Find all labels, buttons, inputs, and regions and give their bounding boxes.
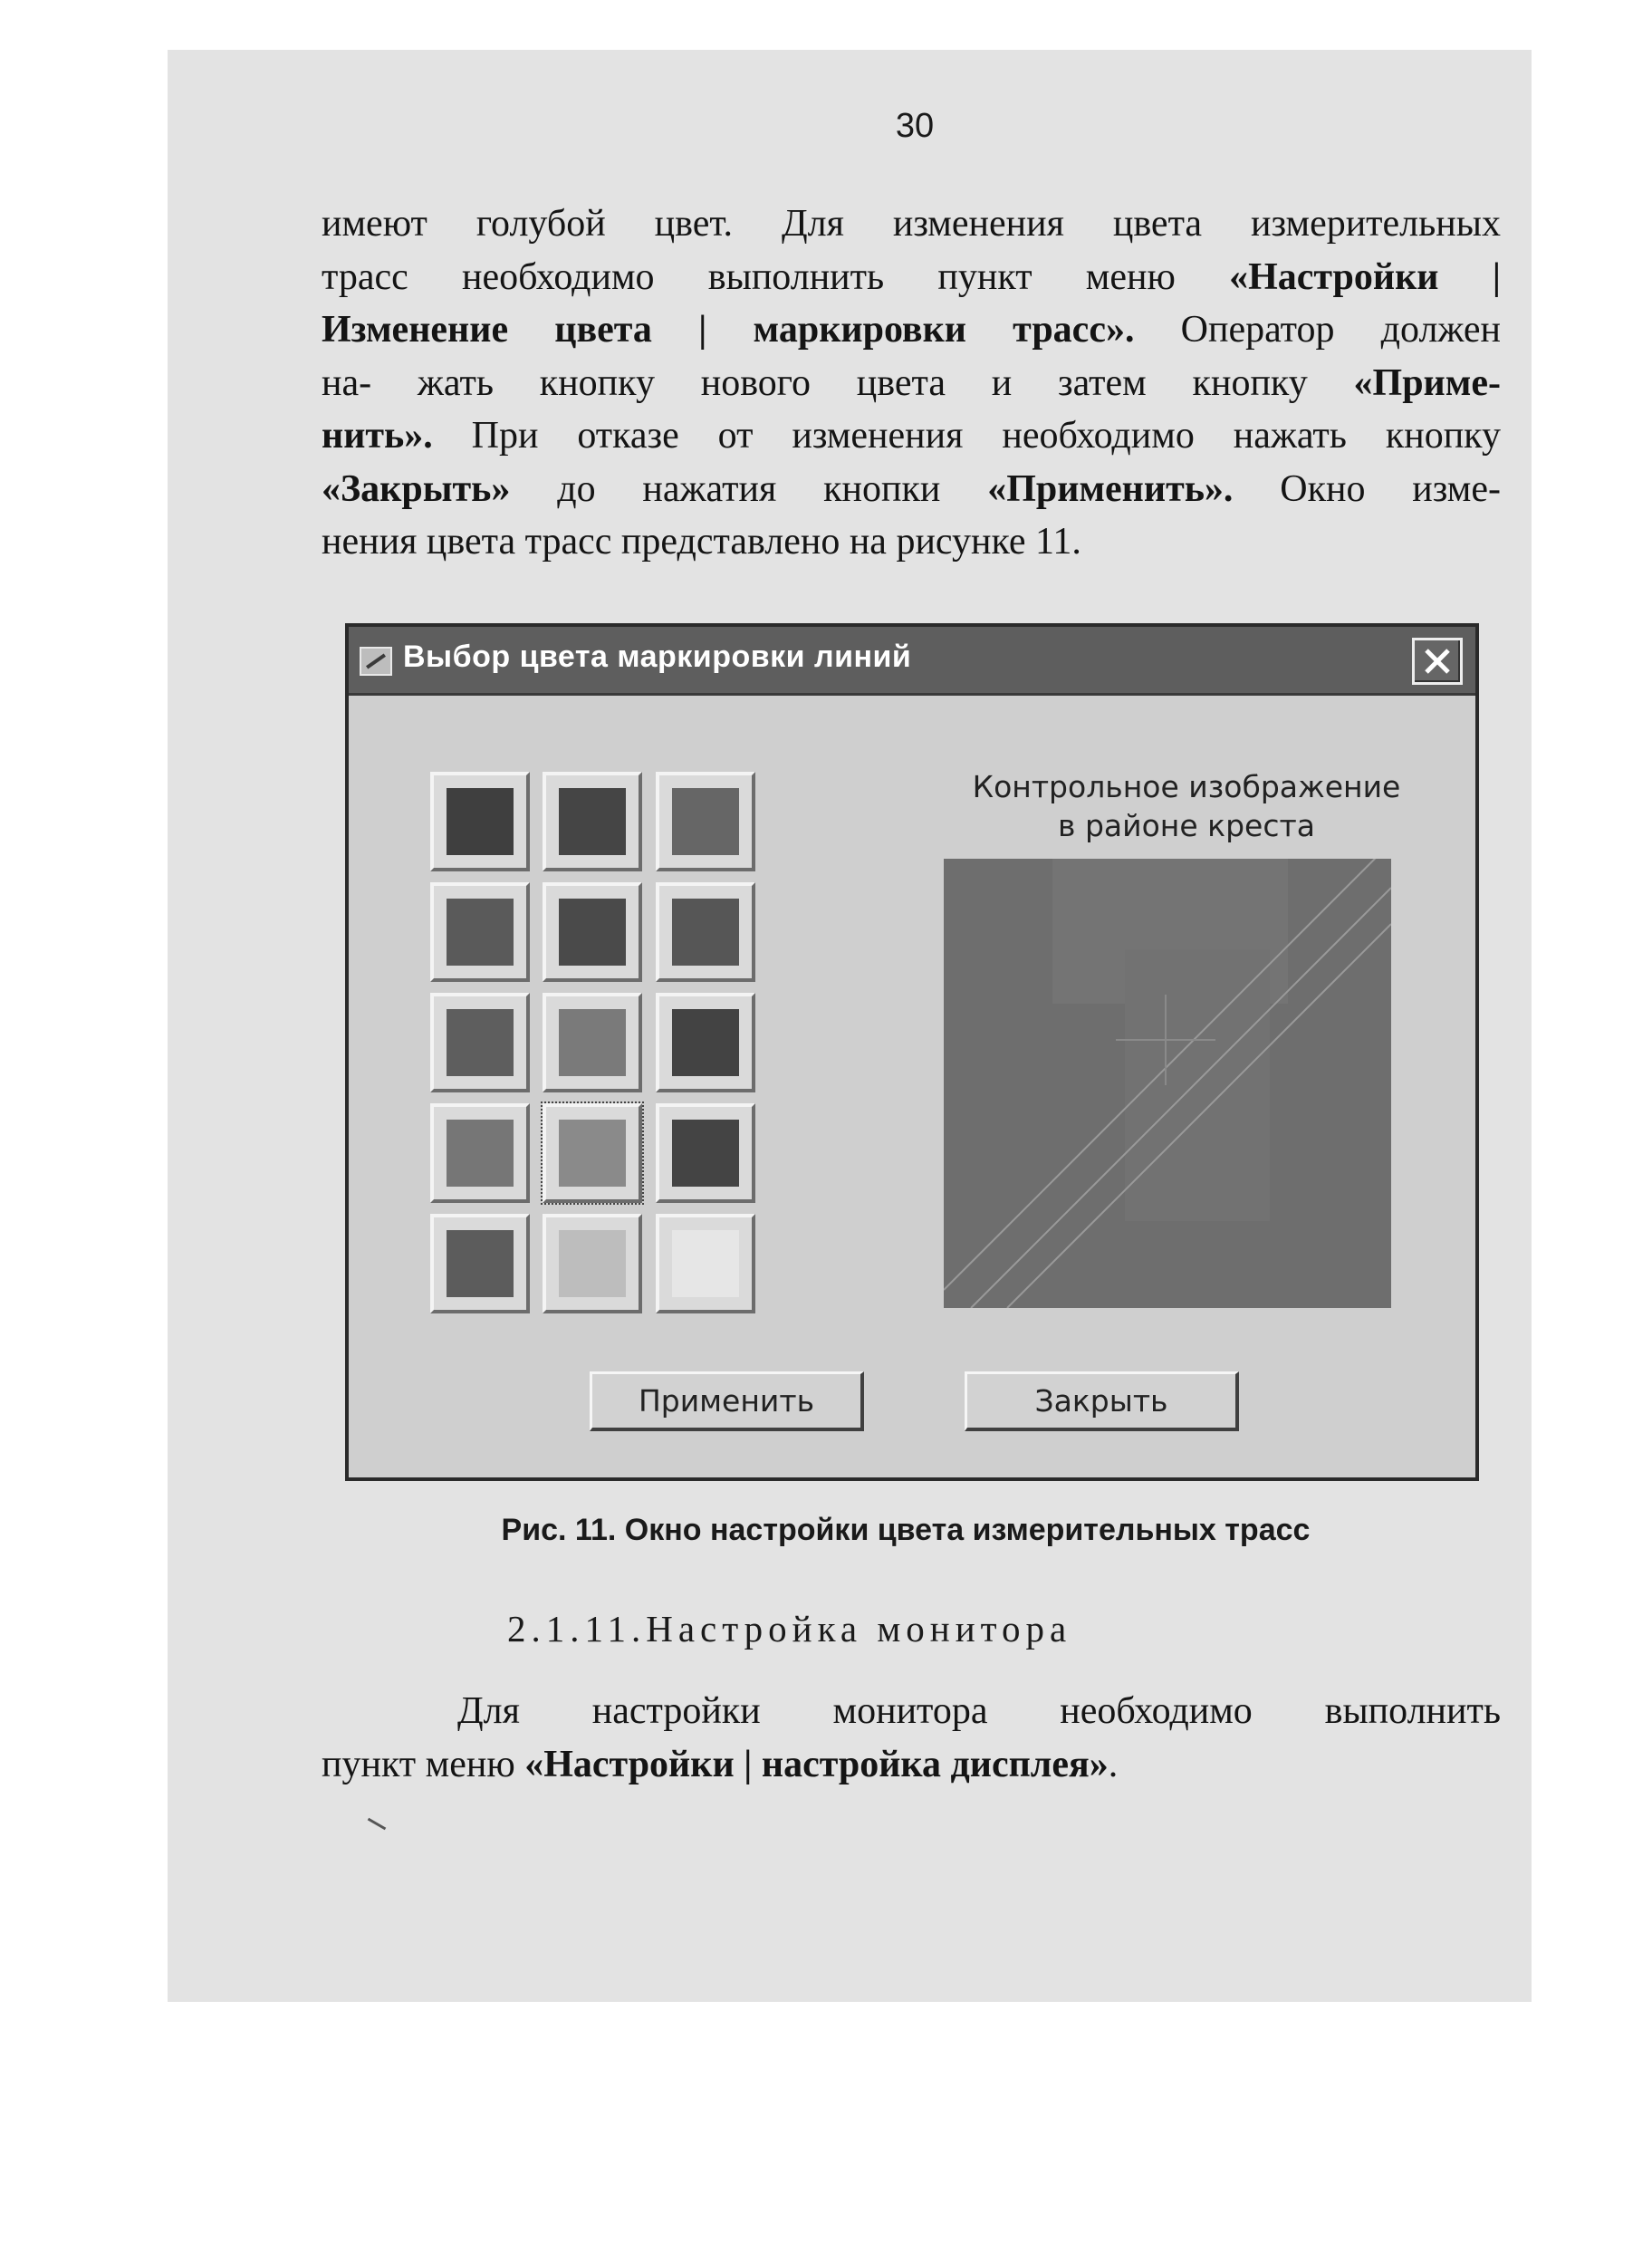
color-swatch-fill: [447, 899, 514, 966]
color-swatch-fill: [672, 899, 739, 966]
color-swatch-fill: [672, 1120, 739, 1187]
color-swatch-button[interactable]: [430, 772, 530, 871]
text-span: .: [1108, 1743, 1119, 1785]
preview-label-line: Контрольное изображение: [972, 769, 1401, 804]
color-swatch-fill: [447, 788, 514, 855]
section-heading: 2.1.11.Настройка монитора: [507, 1608, 1072, 1650]
text-line: [322, 251, 1501, 304]
app-icon: [360, 647, 392, 676]
close-icon: [1423, 647, 1452, 676]
color-swatch-button[interactable]: [543, 882, 642, 982]
color-swatch-fill: [559, 1230, 626, 1297]
color-swatch-fill: [559, 1009, 626, 1076]
text-span: Оператор должен: [1134, 309, 1501, 351]
color-swatch-fill: [559, 788, 626, 855]
paragraph-2: [322, 1685, 1501, 1791]
text-span: При отказе от изменения необходимо нажать кнопку: [432, 415, 1501, 457]
text-line: [322, 463, 1501, 516]
color-swatch-fill: [559, 899, 626, 966]
color-swatch-fill: [559, 1120, 626, 1187]
preview-image: [944, 859, 1391, 1308]
close-button[interactable]: [1412, 638, 1463, 685]
color-picker-dialog: [345, 623, 1479, 1481]
preview-label: [937, 767, 1436, 845]
color-swatch-button[interactable]: [430, 1103, 530, 1203]
preview-label-line: в районе креста: [1058, 808, 1315, 843]
color-swatch-button[interactable]: [656, 1214, 755, 1313]
color-swatch-fill: [447, 1120, 514, 1187]
color-swatch-fill: [672, 788, 739, 855]
color-swatch-button[interactable]: [656, 1103, 755, 1203]
color-swatch-button[interactable]: [656, 772, 755, 871]
apply-button[interactable]: Применить: [590, 1371, 864, 1431]
text-line: нения цвета трасс представлено на рисунке 11.: [322, 521, 1081, 563]
color-swatch-button[interactable]: [430, 882, 530, 982]
text-span: пункт меню: [322, 1743, 525, 1785]
color-swatch-button[interactable]: [543, 1214, 642, 1313]
paragraph-1: [322, 197, 1501, 569]
color-swatch-fill: [447, 1009, 514, 1076]
text-line: имеют голубой цвет. Для изменения цвета измерительных: [322, 203, 1501, 245]
color-swatch-button[interactable]: [543, 1103, 642, 1203]
bold-menu-path: «Настройки |: [1229, 255, 1501, 298]
color-swatch-button[interactable]: [543, 772, 642, 871]
text-span: трасс необходимо выполнить пункт меню: [322, 255, 1230, 298]
bold-button-name: «Закрыть»: [322, 467, 511, 510]
crosshair-preview: [944, 859, 1391, 1308]
text-line: [322, 409, 1501, 463]
bold-button-name: «Приме-: [1353, 361, 1501, 404]
bold-menu-path: Изменение цвета | маркировки трасс».: [322, 309, 1135, 351]
color-swatch-button[interactable]: [656, 882, 755, 982]
text-span: Окно изме-: [1233, 467, 1501, 510]
text-span: на- жать кнопку нового цвета и затем кнопку: [322, 361, 1354, 404]
close-dialog-button[interactable]: Закрыть: [965, 1371, 1239, 1431]
text-line: [322, 303, 1501, 357]
figure-caption: Рис. 11. Окно настройки цвета измерительных трасс: [501, 1513, 1311, 1547]
page-number: 30: [895, 107, 935, 145]
dialog-title: Выбор цвета маркировки линий: [403, 640, 912, 674]
color-swatch-fill: [672, 1230, 739, 1297]
color-swatch-button[interactable]: [656, 993, 755, 1092]
color-swatch-fill: [447, 1230, 514, 1297]
text-line: Для настройки монитора необходимо выполнить: [457, 1690, 1501, 1732]
bold-button-name: «Применить».: [987, 467, 1234, 510]
color-swatch-button[interactable]: [430, 1214, 530, 1313]
text-line: [322, 1738, 1501, 1792]
dialog-titlebar[interactable]: [349, 627, 1475, 696]
bold-menu-path: «Настройки | настройка дисплея»: [524, 1743, 1109, 1785]
color-swatch-button[interactable]: [430, 993, 530, 1092]
bold-button-name: нить».: [322, 415, 433, 457]
color-swatch-button[interactable]: [543, 993, 642, 1092]
color-swatch-fill: [672, 1009, 739, 1076]
text-span: до нажатия кнопки: [510, 467, 988, 510]
text-line: [322, 357, 1501, 410]
